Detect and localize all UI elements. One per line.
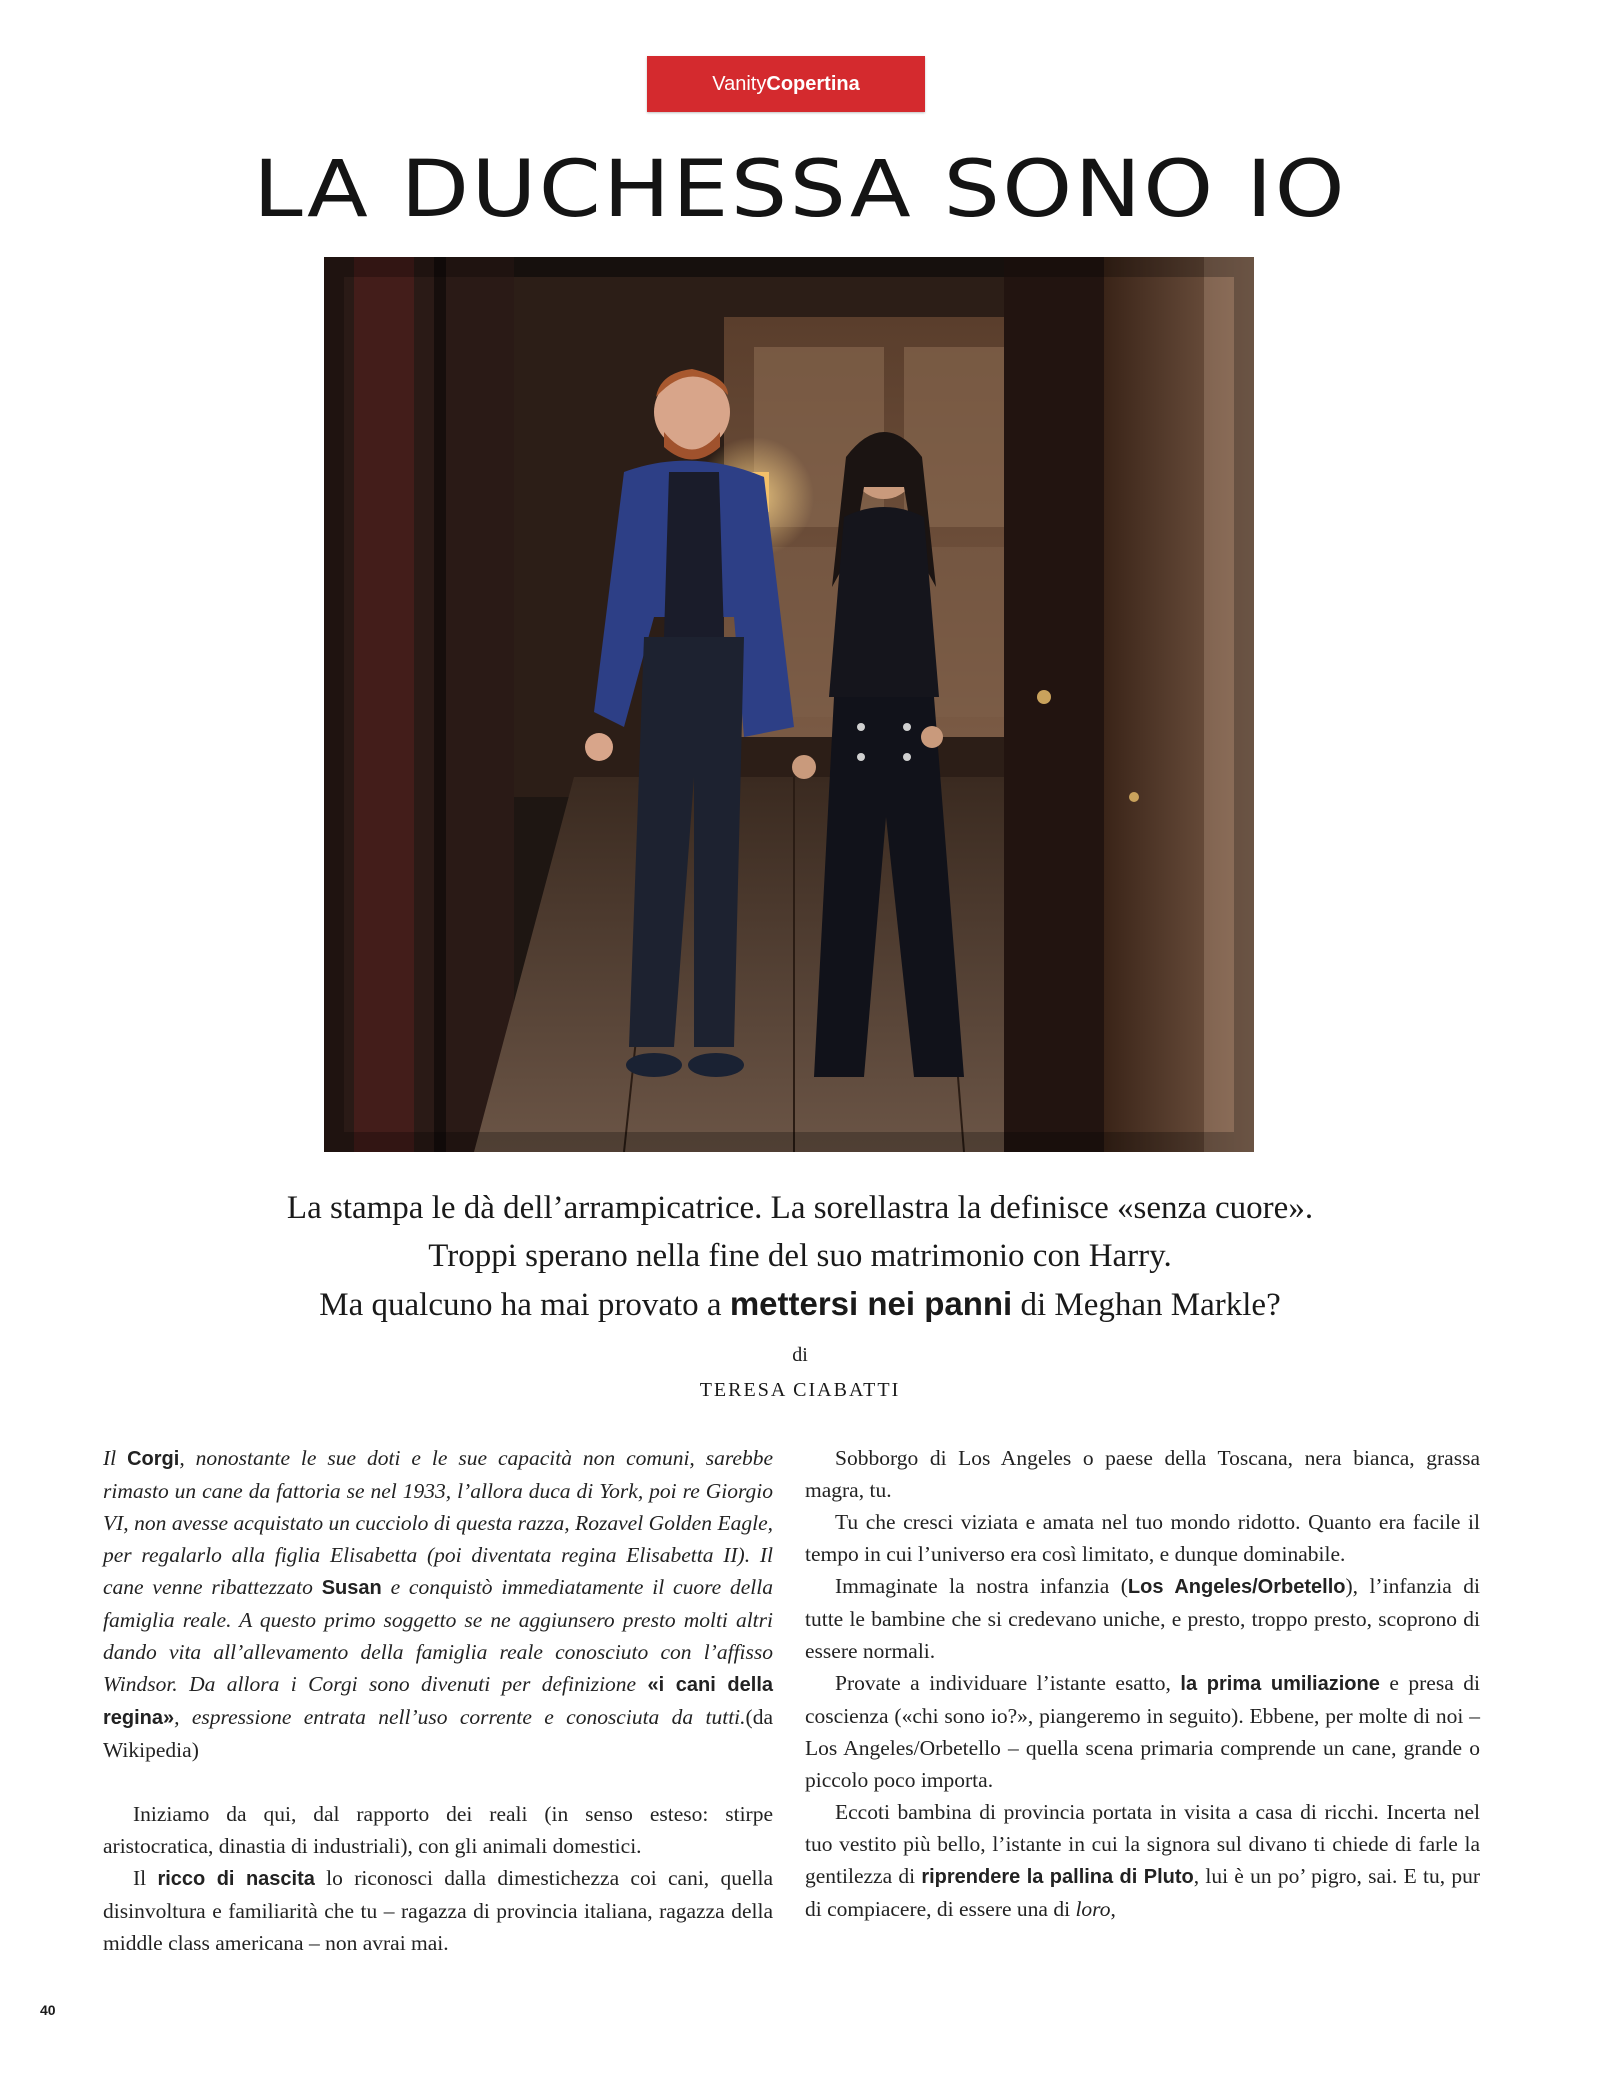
dek-line-3 bbox=[0, 1280, 1600, 1329]
cover-photo-illustration bbox=[324, 257, 1254, 1152]
article-column-right bbox=[805, 1442, 1480, 1925]
dek-line-1: La stampa le dà dell’arrampicatrice. La sorellastra la definisce «senza cuore». bbox=[286, 1190, 1314, 1226]
quote-bold: «i cani della regina» bbox=[103, 1674, 774, 1729]
body-text: lo riconosci dalla dimestichezza coi cani, quella disinvoltura e familiarità che tu – ragazza di provincia italiana, ragazza della middle class americana – non avrai mai. bbox=[103, 1866, 773, 1955]
quote-text: e conquistò immediatamente il cuore della famiglia reale. A questo primo soggetto se ne aggiunsero presto molti altri dando vita all’allevamento della famiglia reale conosciuto con l’affisso Windsor. Da allora i Corgi sono divenuti per definizione bbox=[103, 1575, 773, 1696]
body-paragraph: Tu che cresci viziata e amata nel tuo mondo ridotto. Quanto era facile il tempo in cui l’universo era così limitato, e dunque dominabile. bbox=[805, 1510, 1480, 1566]
body-paragraph bbox=[805, 1796, 1480, 1925]
body-bold: la prima umiliazione bbox=[1180, 1673, 1380, 1695]
quote-bold: Corgi bbox=[127, 1448, 180, 1470]
body-text: , lui è un po’ pigro, sai. E tu, pur di compiacere, di essere una di bbox=[805, 1864, 1480, 1921]
body-text: , bbox=[1110, 1897, 1116, 1921]
body-paragraph: Sobborgo di Los Angeles o paese della Toscana, nera bianca, grassa magra, tu. bbox=[805, 1446, 1480, 1502]
article-dek bbox=[0, 1184, 1600, 1329]
body-italic: loro bbox=[1075, 1897, 1111, 1921]
dek-line-3-text: Ma qualcuno ha mai provato a bbox=[319, 1287, 730, 1323]
quote-text: , nonostante le sue doti e le sue capacità non comuni, sarebbe rimasto un cane da fattoria se nel 1933, l’allora duca di York, poi re Giorgio VI, non avesse acquistato un cucciolo di questa razza, Rozavel Golden Eagle, per regalarlo alla figlia Elisabetta (poi diventata regina Elisabetta II). Il cane venne ribattezzato bbox=[103, 1446, 774, 1599]
quote-source: (da Wikipedia) bbox=[103, 1705, 773, 1762]
byline-di: di bbox=[792, 1344, 808, 1366]
quote-text: , espressione entrata nell’uso corrente e conosciuta da tutti. bbox=[174, 1705, 746, 1729]
section-tag bbox=[647, 56, 925, 112]
headline: LA DUCHESSA SONO IO bbox=[253, 145, 1347, 235]
body-text: Eccoti bambina di provincia portata in visita a casa di ricchi. Incerta nel tuo vestito più bello, l’istante in cui la signora sul divano ti chiede di farle la gentilezza di bbox=[805, 1800, 1480, 1888]
section-tag-section: Copertina bbox=[766, 72, 860, 95]
body-text: ), l’infanzia di tutte le bambine che si credevano uniche, e presto, troppo presto, scoprono di essere normali. bbox=[805, 1574, 1480, 1663]
body-bold: ricco di nascita bbox=[157, 1868, 315, 1890]
article-column-left bbox=[103, 1442, 773, 1959]
dek-line-3-end: di Meghan Markle? bbox=[1012, 1287, 1281, 1323]
dek-emphasis: mettersi nei panni bbox=[729, 1285, 1013, 1322]
quote-text: Il bbox=[103, 1446, 128, 1470]
quote-bold: Susan bbox=[321, 1577, 382, 1599]
cover-photo bbox=[324, 257, 1254, 1152]
section-tag-brand: Vanity bbox=[712, 72, 767, 95]
body-paragraph bbox=[805, 1667, 1480, 1796]
body-text: Il bbox=[133, 1866, 158, 1890]
dek-line-2: Troppi sperano nella fine del suo matrimonio con Harry. bbox=[428, 1238, 1172, 1274]
body-text: e presa di coscienza («chi sono io?», piangeremo in seguito). Ebbene, per molte di noi – Los Angeles/Orbetello – quella scena primaria comprende un cane, grande o piccolo poco importa. bbox=[805, 1671, 1480, 1792]
body-bold: Los Angeles/Orbetello bbox=[1127, 1576, 1346, 1598]
page-number: 40 bbox=[40, 2002, 56, 2018]
body-text: Provate a individuare l’istante esatto, bbox=[835, 1671, 1181, 1695]
body-paragraph bbox=[805, 1570, 1480, 1667]
body-paragraph bbox=[103, 1862, 773, 1959]
body-text: Immaginate la nostra infanzia ( bbox=[835, 1574, 1128, 1598]
body-paragraph: Iniziamo da qui, dal rapporto dei reali (in senso esteso: stirpe aristocratica, dinastia di industriali), con gli animali domestici. bbox=[103, 1802, 773, 1858]
body-bold: riprendere la pallina di Pluto bbox=[921, 1866, 1194, 1888]
byline-author: TERESA CIABATTI bbox=[699, 1379, 901, 1401]
quote-paragraph bbox=[103, 1442, 773, 1766]
